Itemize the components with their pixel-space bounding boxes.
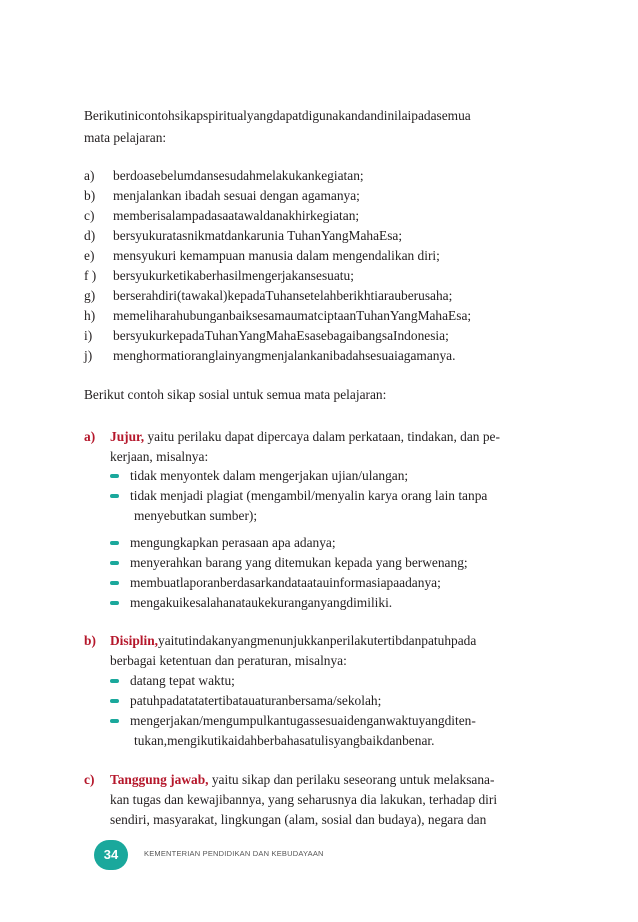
section-desc-cont: kerjaan, misalnya:: [110, 449, 209, 464]
section-letter: a): [84, 429, 96, 444]
social-intro: Berikut contoh sikap sosial untuk semua mata pelajaran:: [84, 387, 387, 402]
bullet-icon: [110, 474, 119, 478]
bullet-text: mengakuikesalahanataukekuranganyangdimiliki.: [130, 595, 393, 610]
list-item-letter: g): [84, 288, 96, 303]
list-item-text: memeliharahubunganbaiksesamaumatciptaanTuhanYangMahaEsa;: [113, 308, 472, 323]
bullet-icon: [110, 541, 119, 545]
section-desc-cont: kan tugas dan kewajibannya, yang seharusnya dia lakukan, terhadap diri: [110, 792, 498, 807]
bullet-icon: [110, 679, 119, 683]
bullet-text: tidak menjadi plagiat (mengambil/menyalin karya orang lain tanpa: [130, 488, 488, 503]
section-desc-cont: sendiri, masyarakat, lingkungan (alam, sosial dan budaya), negara dan: [110, 812, 487, 827]
section-desc: yaitutindakanyangmenunjukkanperilakutertibdanpatuhpada: [158, 633, 477, 648]
bullet-text-cont: tukan,mengikutikaidahberbahasatulisyangbaikdanbenar.: [134, 733, 435, 748]
list-item-letter: f ): [84, 268, 97, 283]
bullet-text: datang tepat waktu;: [130, 673, 235, 688]
section-desc: yaitu sikap dan perilaku seseorang untuk melaksana-: [208, 772, 495, 787]
list-item-letter: b): [84, 188, 96, 203]
bullet-item: [110, 671, 235, 691]
bullet-text: patuhpadatatatertibatauaturanbersama/sekolah;: [130, 693, 382, 708]
intro-line-2: mata pelajaran:: [84, 130, 167, 145]
bullet-text: mengerjakan/mengumpulkantugassesuaidenganwaktuyangditen-: [130, 713, 476, 728]
section-heading: [110, 770, 494, 790]
bullet-text-cont: menyebutkan sumber);: [134, 508, 258, 523]
section-term: Jujur,: [110, 429, 145, 444]
list-item-text: mensyukuri kemampuan manusia dalam mengendalikan diri;: [113, 248, 440, 263]
section-letter: c): [84, 772, 95, 787]
bullet-item: [110, 711, 476, 731]
list-item-text: berserahdiri(tawakal)kepadaTuhansetelahberikhtiarauberusaha;: [113, 288, 453, 303]
bullet-item: [110, 593, 392, 613]
bullet-text: membuatlaporanberdasarkandataatauinformasiapaadanya;: [130, 575, 441, 590]
bullet-item: [110, 486, 487, 506]
bullet-icon: [110, 719, 119, 723]
bullet-icon: [110, 494, 119, 498]
bullet-text: tidak menyontek dalam mengerjakan ujian/ulangan;: [130, 468, 409, 483]
list-item-text: memberisalampadasaatawaldanakhirkegiatan;: [113, 208, 360, 223]
list-item-letter: d): [84, 228, 96, 243]
list-item-letter: j): [84, 348, 93, 363]
section-desc-cont: berbagai ketentuan dan peraturan, misalnya:: [110, 653, 347, 668]
bullet-item: [110, 466, 408, 486]
page-number-badge: 34: [94, 840, 128, 870]
list-item-letter: h): [84, 308, 96, 323]
list-item-text: menghormatioranglainyangmenjalankanibadahsesuaiagamanya.: [113, 348, 456, 363]
bullet-text: menyerahkan barang yang ditemukan kepada yang berwenang;: [130, 555, 468, 570]
list-item-text: bersyukurkepadaTuhanYangMahaEsasebagaibangsaIndonesia;: [113, 328, 449, 343]
bullet-icon: [110, 601, 119, 605]
bullet-text: mengungkapkan perasaan apa adanya;: [130, 535, 336, 550]
section-term: Tanggung jawab,: [110, 772, 209, 787]
list-item-text: menjalankan ibadah sesuai dengan agamanya;: [113, 188, 360, 203]
list-item-letter: a): [84, 168, 95, 183]
intro-line-1: Berikutinicontohsikapspiritualyangdapatdigunakandandinilaipadasemua: [84, 108, 471, 123]
bullet-icon: [110, 699, 119, 703]
section-heading: [110, 631, 476, 651]
bullet-item: [110, 533, 336, 553]
section-term: Disiplin,: [110, 633, 159, 648]
list-item-letter: e): [84, 248, 95, 263]
bullet-item: [110, 573, 441, 593]
section-letter: b): [84, 633, 96, 648]
publisher-label: KEMENTERIAN PENDIDIKAN DAN KEBUDAYAAN: [144, 849, 324, 858]
list-item-text: bersyukuratasnikmatdankarunia TuhanYangMahaEsa;: [113, 228, 403, 243]
bullet-icon: [110, 561, 119, 565]
section-desc: yaitu perilaku dapat dipercaya dalam perkataan, tindakan, dan pe-: [144, 429, 500, 444]
list-item-text: bersyukurketikaberhasilmengerjakansesuatu;: [113, 268, 354, 283]
list-item-letter: i): [84, 328, 93, 343]
list-item-letter: c): [84, 208, 95, 223]
section-heading: [110, 427, 500, 447]
bullet-item: [110, 553, 468, 573]
bullet-item: [110, 691, 381, 711]
bullet-icon: [110, 581, 119, 585]
list-item-text: berdoasebelumdansesudahmelakukankegiatan;: [113, 168, 364, 183]
